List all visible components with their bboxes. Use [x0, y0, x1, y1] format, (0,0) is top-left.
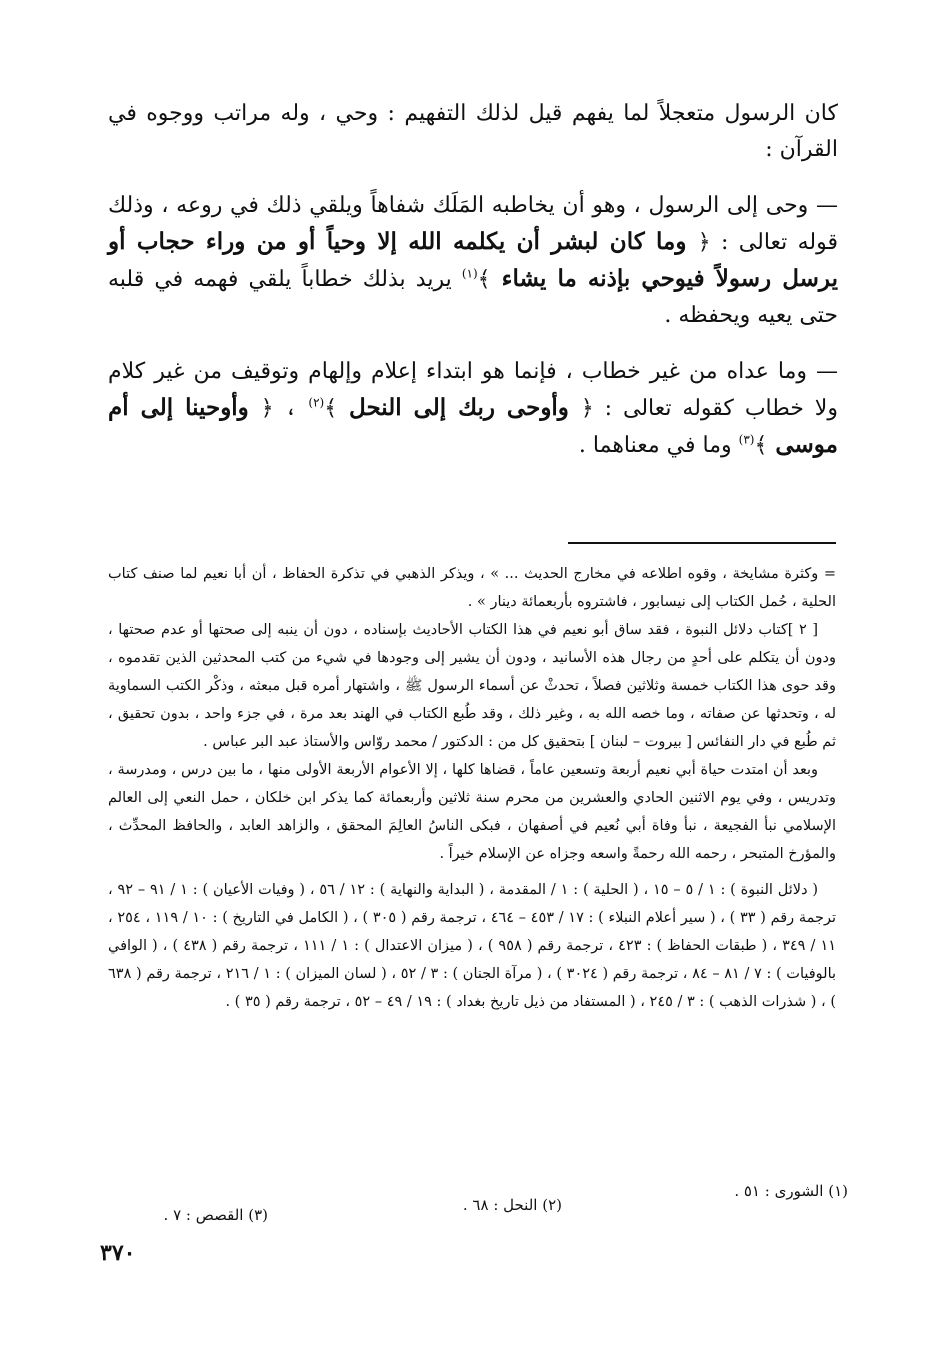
- paragraph-3-mid: ، ﴿: [260, 396, 309, 421]
- paragraph-3-intro: — وما عداه من غير خطاب ، فإنما هو ابتداء إعلام وإلهام وتوقيف من غير كلام ولا خطاب كقوله تعالى : ﴿: [108, 359, 838, 421]
- verse-ref-text: القصص : ٧ .: [163, 1206, 249, 1224]
- verse-close-bracket: ﴾: [324, 396, 338, 421]
- paragraph-2-rest: يريد بذلك خطاباً يلقي فهمه في قلبه حتى يعيه ويحفظه .: [108, 267, 838, 328]
- footnote-note-2: [ ٢ ]كتاب دلائل النبوة ، فقد ساق أبو نعيم في هذا الكتاب الأحاديث بإسناده ، دون أن ينبه إلى صحتها أو عدم صحتها ، ودون أن يتكلم على أحدٍ من رجال هذه الأسانيد ، ودون أن يشير إلى وجودها في شيء من كتب المحدثين الذين تقدموه ، وقد حوى هذا الكتاب خمسة وثلاثين فصلاً ، تحدثْ عن أسماء الرسول ﷺ ، واشتهار أمره قبل مبعثه ، وذكْر الكتب السماوية له ، وتحدثها عن صفاته ، وما خصه الله به ، وغير ذلك ، وقد طُبع الكتاب في الهند بعد مرة ، في جزء واحد ، بدون تحقيق ، ثم طُبع في دار النفائس [ بيروت – لبنان ] بتحقيق كل من : الدكتور / محمد روّاس والأستاذ عبد البر عباس .: [108, 622, 836, 750]
- paragraph-3-rest: وما في معناهما .: [578, 433, 739, 458]
- footnote-marker-3: (٣): [738, 432, 755, 447]
- footnote-sources: ( دلائل النبوة ) : ١ / ٥ – ١٥ ، ( الحلية ) : ١ / المقدمة ، ( البداية والنهاية ) : ١٢ / ٥٦ ، ( وفيات الأعيان ) : ١ / ٩١ – ٩٢ ، ترجمة رقم ( ٣٣ ) ، ( سير أعلام النبلاء ) : ١٧ / ٤٥٣ – ٤٦٤ ، ترجمة رقم ( ٣٠٥ ) ، ( الكامل في التاريخ ) : ١٠ / ١١٩ ، ٢٥٤ ، ١١ / ٣٤٩ ، ( طبقات الحفاظ ) : ٤٢٣ ، ترجمة رقم ( ٩٥٨ ) ، ( ميزان الاعتدال ) : ١ / ١١١ ، ترجمة رقم ( ٤٣٨ ) ، ( الوافي بالوفيات ) : ٧ / ٨١ – ٨٤ ، ترجمة رقم ( ٣٠٢٤ ) ، ( مرآة الجنان ) : ٣ / ٥٢ ، ( لسان الميزان ) : ١ / ٢١٦ ، ترجمة رقم ( ٦٣٨ ) ، ( شذرات الذهب ) : ٣ / ٢٤٥ ، ( المستفاد من ذيل تاريخ بغداد ) : ١٩ / ٤٩ – ٥٢ ، ترجمة رقم ( ٣٥ ) .: [108, 882, 837, 1010]
- quran-verse-al-qasas: وأوحينا إلى أم موسى: [108, 394, 838, 458]
- verse-ref-marker: (٢): [542, 1196, 562, 1214]
- paragraph-3: [108, 354, 838, 464]
- verse-ref-marker: (٣): [248, 1206, 268, 1224]
- footnote-separator: [568, 542, 836, 544]
- verse-close-bracket: ﴾: [754, 433, 768, 458]
- paragraph-2-intro: — وحى إلى الرسول ، وهو أن يخاطبه المَلَك شفاهاً ويلقي ذلك في روعه ، وذلك قوله تعالى : ﴿: [108, 193, 838, 255]
- footnote-death: وبعد أن امتدت حياة أبي نعيم أربعة وتسعين عاماً ، قضاها كلها ، إلا الأعوام الأربعة الأولى منها ، ما بين درس ، ومدرسة ، وتدريس ، وفي يوم الاثنين الحادي والعشرين من محرم سنة ثلاثين وأربعمائة كما يذكر ابن خلكان ، حمل النعي إلى العالم الإسلامي نبأ الفجيعة ، نبأ وفاة أبي نُعيم في أصفهان ، فبكى الناسُ العالِمَ المحقق ، والزاهد العابد ، والحافظ المحدِّث ، والمؤرخ المتبحر ، رحمه الله رحمةً واسعه وجزاه عن الإسلام خيراً .: [108, 762, 836, 862]
- footnote-marker-1: (١): [461, 266, 478, 281]
- verse-ref-marker: (١): [828, 1182, 848, 1200]
- footnote-marker-2: (٢): [308, 395, 325, 410]
- quran-verse-an-nahl: وأوحى ربك إلى النحل: [337, 394, 581, 421]
- paragraph-2: [108, 188, 838, 334]
- verse-close-bracket: ﴾: [477, 267, 491, 292]
- footnotes: [108, 560, 836, 1016]
- main-text: [108, 96, 838, 484]
- footnote-continued: = وكثرة مشايخة ، وقوه اطلاعه في مخارج الحديث ... » ، ويذكر الذهبي في تذكرة الحفاظ ، أن أبا نعيم لما صنف كتاب الحلية ، حُمل الكتاب إلى نيسابور ، فاشتروه بأربعمائة دينار » .: [108, 566, 836, 610]
- verse-ref-3: [164, 1204, 268, 1226]
- verse-ref-2: [463, 1194, 562, 1216]
- paragraph-1: كان الرسول متعجلاً لما يفهم قيل لذلك التفهيم : وحي ، وله مراتب ووجوه في القرآن :: [108, 101, 838, 162]
- page-number: ٣٧٠: [100, 1240, 136, 1266]
- verse-ref-text: الشورى : ٥١ .: [734, 1182, 829, 1200]
- verse-ref-text: النحل : ٦٨ .: [462, 1196, 543, 1214]
- quran-verse-ash-shura: وما كان لبشر أن يكلمه الله إلا وحياً أو من وراء حجاب أو يرسل رسولاً فيوحي بإذنه ما يشاء: [108, 228, 838, 292]
- verse-ref-1: [734, 1180, 848, 1202]
